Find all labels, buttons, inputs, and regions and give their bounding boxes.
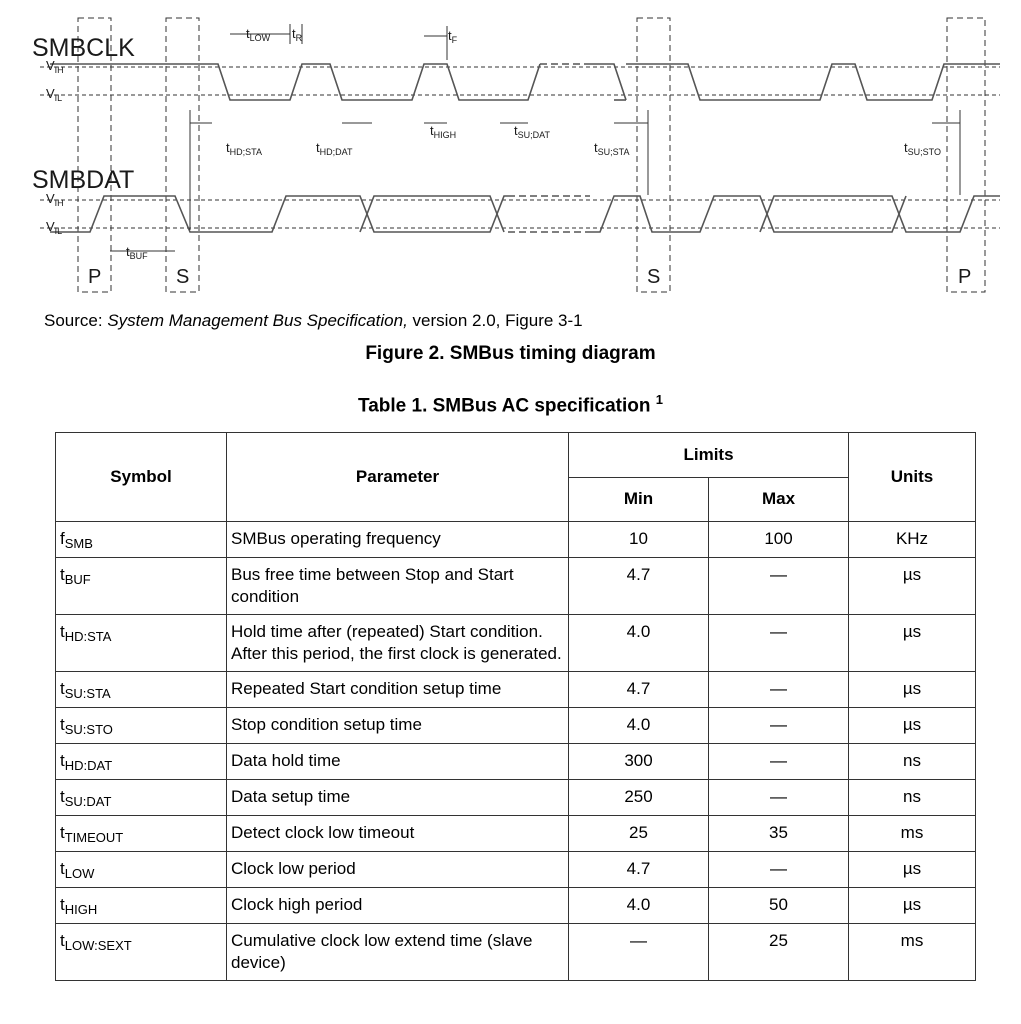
thddat-label: $t_{HD;DAT}$ [316, 140, 353, 157]
tf-label: $t_F$ [448, 28, 458, 45]
min-cell: 4.0 [569, 888, 709, 924]
symbol-cell: $t_{LOW}$ [56, 852, 227, 888]
header-min: Min [569, 477, 709, 522]
min-cell: 300 [569, 744, 709, 780]
min-cell: 250 [569, 780, 709, 816]
units-cell: ns [849, 780, 976, 816]
parameter-cell: Cumulative clock low extend time (slave device) [227, 924, 569, 981]
table-footnote-ref: 1 [655, 392, 663, 407]
units-cell: µs [849, 615, 976, 672]
table-row [56, 744, 976, 780]
vil-label-clk: $V_{IL}$ [46, 86, 63, 103]
symbol-cell: $t_{SU:DAT}$ [56, 780, 227, 816]
max-cell: 35 [709, 816, 849, 852]
max-cell: 25 [709, 924, 849, 981]
smbdat-label: SMBDAT [32, 166, 135, 194]
max-cell: — [709, 558, 849, 615]
table-row [56, 615, 976, 672]
max-cell: — [709, 852, 849, 888]
header-max: Max [709, 477, 849, 522]
tlow-label: $t_{LOW}$ [246, 26, 271, 43]
parameter-cell: Data setup time [227, 780, 569, 816]
min-cell: 10 [569, 522, 709, 558]
table-row [56, 888, 976, 924]
stop-marker-left: P [88, 266, 102, 288]
table-row [56, 852, 976, 888]
smbus-timing-diagram [0, 0, 1021, 305]
symbol-cell: $t_{SU:STO}$ [56, 708, 227, 744]
table-row [56, 672, 976, 708]
smbclk-label: SMBCLK [32, 34, 135, 62]
symbol-cell: $t_{HIGH}$ [56, 888, 227, 924]
min-cell: 4.0 [569, 615, 709, 672]
max-cell: — [709, 780, 849, 816]
tsusta-label: $t_{SU;STA}$ [594, 140, 630, 157]
source-title: System Management Bus Specification, [107, 311, 408, 330]
vil-label-dat: $V_{IL}$ [46, 219, 63, 236]
max-cell: — [709, 672, 849, 708]
max-cell: 50 [709, 888, 849, 924]
parameter-cell: Detect clock low timeout [227, 816, 569, 852]
parameter-cell: SMBus operating frequency [227, 522, 569, 558]
tsusto-label: $t_{SU;STO}$ [904, 140, 941, 157]
units-cell: µs [849, 888, 976, 924]
units-cell: ms [849, 924, 976, 981]
units-cell: µs [849, 558, 976, 615]
source-note: Source: System Management Bus Specification, version 2.0, Figure 3-1 [44, 311, 583, 330]
units-cell: ns [849, 744, 976, 780]
parameter-cell: Repeated Start condition setup time [227, 672, 569, 708]
parameter-cell: Data hold time [227, 744, 569, 780]
header-parameter: Parameter [227, 433, 569, 522]
max-cell: 100 [709, 522, 849, 558]
thdsta-label: $t_{HD;STA}$ [226, 140, 262, 157]
tbuf-label: $t_{BUF}$ [126, 244, 148, 261]
parameter-cell: Hold time after (repeated) Start condition. After this period, the first clock is generated. [227, 615, 569, 672]
vih-label-clk: $V_{IH}$ [46, 58, 64, 75]
units-cell: µs [849, 708, 976, 744]
tsudat-label: $t_{SU;DAT}$ [514, 123, 550, 140]
min-cell: 4.0 [569, 708, 709, 744]
min-cell: 4.7 [569, 852, 709, 888]
figure-caption: Figure 2. SMBus timing diagram [365, 343, 656, 364]
table-row [56, 816, 976, 852]
units-cell: ms [849, 816, 976, 852]
table-row [56, 522, 976, 558]
tr-label: $t_R$ [292, 26, 303, 43]
parameter-cell: Bus free time between Stop and Start condition [227, 558, 569, 615]
parameter-cell: Clock high period [227, 888, 569, 924]
symbol-cell: $t_{TIMEOUT}$ [56, 816, 227, 852]
parameter-cell: Clock low period [227, 852, 569, 888]
smbus-ac-spec-table [55, 432, 976, 981]
symbol-cell: $f_{SMB}$ [56, 522, 227, 558]
table-row [56, 708, 976, 744]
thigh-label: $t_{HIGH}$ [430, 123, 457, 140]
header-units: Units [849, 433, 976, 522]
symbol-cell: $t_{HD:STA}$ [56, 615, 227, 672]
symbol-cell: $t_{HD:DAT}$ [56, 744, 227, 780]
start-marker: S [176, 266, 190, 288]
max-cell: — [709, 615, 849, 672]
units-cell: µs [849, 852, 976, 888]
table-row [56, 780, 976, 816]
min-cell: 25 [569, 816, 709, 852]
max-cell: — [709, 744, 849, 780]
table-title: Table 1. SMBus AC specification $^1$ [358, 392, 663, 417]
repeated-start-marker: S [647, 266, 661, 288]
stop-marker-right: P [958, 266, 972, 288]
symbol-cell: $t_{SU:STA}$ [56, 672, 227, 708]
units-cell: µs [849, 672, 976, 708]
table-row [56, 558, 976, 615]
symbol-cell: $t_{LOW:SEXT}$ [56, 924, 227, 981]
symbol-cell: $t_{BUF}$ [56, 558, 227, 615]
min-cell: — [569, 924, 709, 981]
header-limits: Limits [569, 433, 849, 478]
min-cell: 4.7 [569, 558, 709, 615]
header-symbol: Symbol [56, 433, 227, 522]
vih-label-dat: $V_{IH}$ [46, 191, 64, 208]
min-cell: 4.7 [569, 672, 709, 708]
max-cell: — [709, 708, 849, 744]
parameter-cell: Stop condition setup time [227, 708, 569, 744]
table-row [56, 924, 976, 981]
units-cell: KHz [849, 522, 976, 558]
